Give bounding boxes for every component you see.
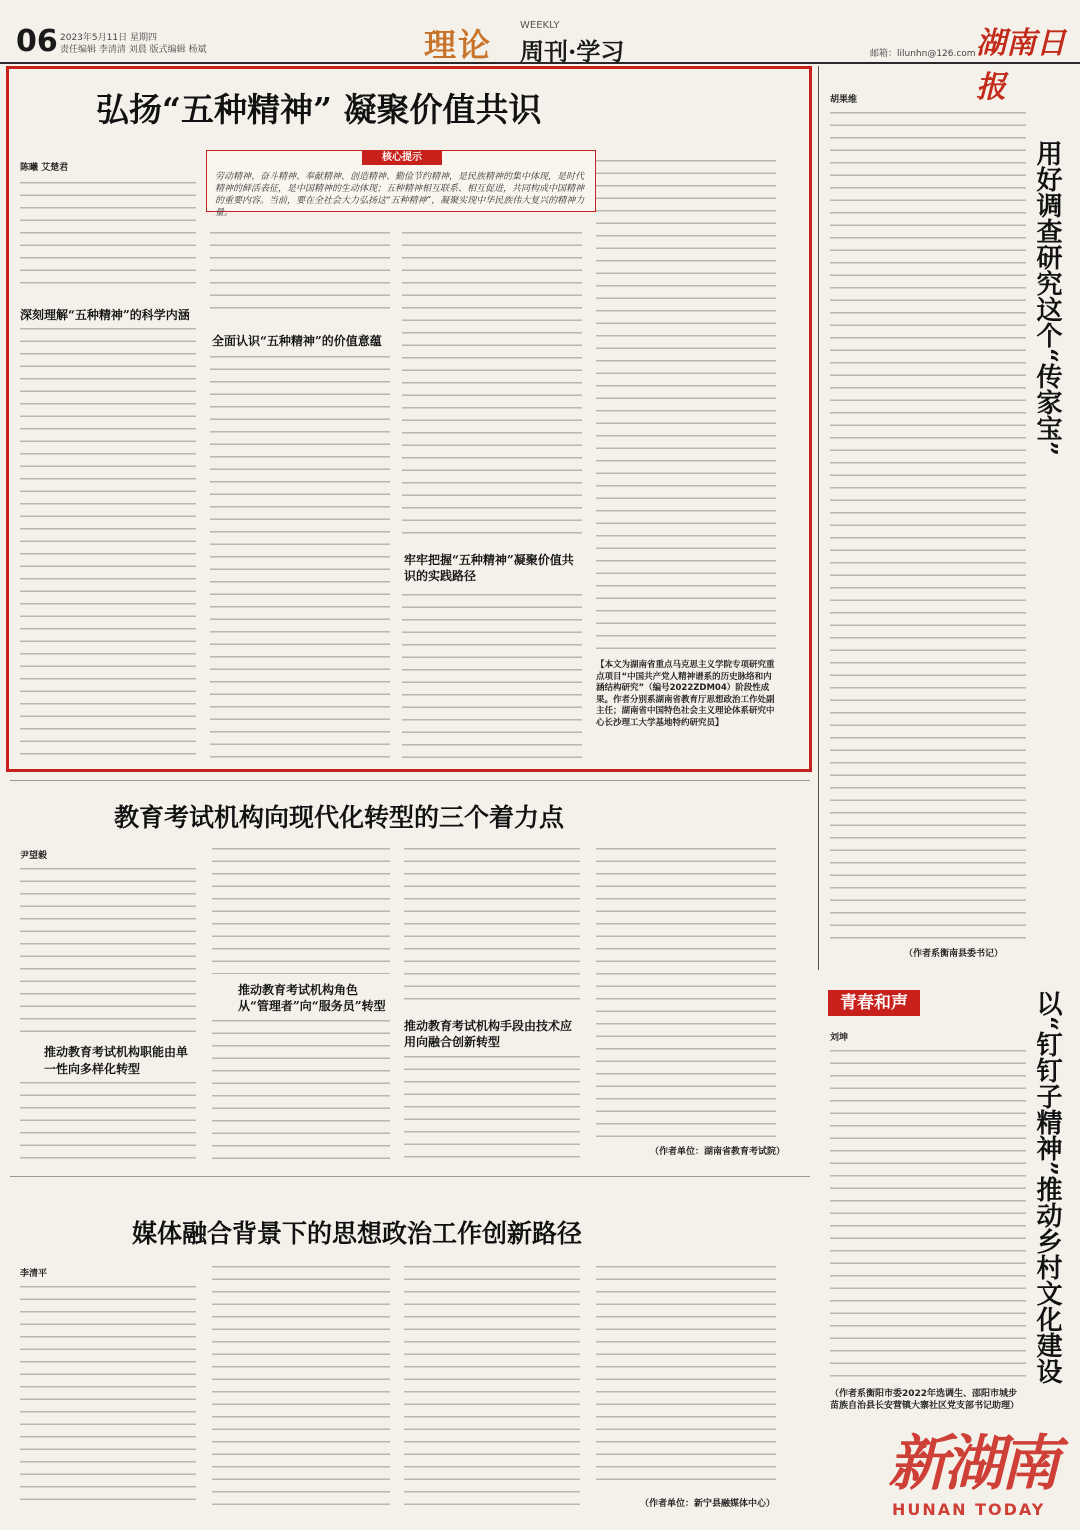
feature-headline: 弘扬“五种精神” 凝聚价值共识 (96, 90, 542, 129)
feature-body-col1a (20, 182, 196, 294)
feature-body-col1b (20, 328, 196, 760)
core-summary-text: 劳动精神、奋斗精神、奉献精神、创造精神、勤俭节约精神，是民族精神的集中体现，是时代精神的鲜活表征，是中国精神的生动体现；五种精神相互联系、相互促进，共同构成中国精神的重要内容。当前，要在全社会大力弘扬这“五种精神”，凝聚实现中华民族伟大复兴的精神力量。 (215, 172, 585, 218)
feature-body-col3b (402, 594, 582, 760)
funding-note: 【本文为湖南省重点马克思主义学院专项研究重点项目“中国共产党人精神谱系的历史脉络和内涵结构研究”（编号2022ZDM04）阶段性成果。作者分别系湖南省教育厅思想政治工作处副主任；湖南省中国特色社会主义理论体系研究中心长沙理工大学基地特约研究员】 (596, 660, 775, 728)
qingchun-body (830, 1050, 1026, 1382)
article2-body-col1b (20, 1082, 196, 1162)
feature-subhead-1: 深刻理解“五种精神”的科学内涵 (20, 308, 190, 322)
article3-body-col2 (212, 1266, 390, 1508)
article2-body-col3b (404, 1056, 580, 1162)
qingchun-author-note: （作者系衡阳市委2022年选调生、邵阳市城步苗族自治县长安营镇大寨社区党支部书记助理） (830, 1389, 1020, 1411)
article2-subhead-1: 推动教育考试机构职能由单一性向多样化转型 (44, 1045, 189, 1076)
feature-body-col3a (402, 232, 582, 540)
contact-email[interactable]: 邮箱：lilunhn@126.com (870, 49, 976, 59)
feature-byline: 陈曦 艾楚君 (20, 163, 69, 173)
feature-body-col4 (596, 160, 776, 654)
article3-byline: 李清平 (20, 1269, 48, 1279)
editor-credits: 责任编辑 李清清 刘晨 版式编辑 杨斌 (60, 45, 207, 55)
article2-headline: 教育考试机构向现代化转型的三个着力点 (114, 803, 565, 832)
article3-body-col4 (596, 1266, 776, 1488)
feature-subhead-3: 牢牢把握“五种精神”凝聚价值共识的实践路径 (404, 553, 574, 583)
section-title: 理论 (424, 26, 493, 64)
feature-body-col2b (210, 356, 390, 760)
issue-date: 2023年5月11日 星期四 (60, 33, 157, 43)
sidebar-byline: 胡果维 (830, 95, 858, 105)
section-weekly: WEEKLY (520, 20, 560, 31)
core-summary-box (206, 150, 596, 218)
sidebar-body (830, 112, 1026, 944)
sidebar-vertical-title: 用好调查研究这个“传家宝” (1032, 140, 1062, 456)
sidebar-author-note: （作者系衡南县委书记） (904, 949, 1004, 959)
article2-author-note: （作者单位：湖南省教育考试院） (650, 1147, 786, 1157)
newspaper-logo: 湖南日报 (976, 26, 1066, 105)
article3-author-note: （作者单位：新宁县融媒体中心） (640, 1499, 776, 1509)
article2-body-col1a (20, 868, 196, 1034)
article2-body-col2b (212, 1020, 390, 1162)
article2-subhead-2: 推动教育考试机构角色从“管理者”向“服务员”转型 (238, 983, 386, 1013)
article2-byline: 尹望毅 (20, 851, 48, 861)
core-summary-label: 核心提示 (362, 150, 442, 165)
column-label-qingchun: 青春和声 (828, 990, 920, 1016)
sidebar-rule (818, 66, 819, 970)
article3-body-col3 (404, 1266, 580, 1508)
divider (10, 1176, 810, 1177)
watermark-subtext: HUNAN TODAY (892, 1500, 1046, 1519)
article3-body-col1 (20, 1286, 196, 1508)
qingchun-byline: 刘坤 (830, 1033, 849, 1043)
divider (10, 780, 810, 781)
dateline (60, 32, 206, 56)
feature-subhead-2: 全面认识“五种精神”的价值意蕴 (212, 334, 382, 348)
article2-body-col3a (404, 848, 580, 1004)
page-number: 06 (16, 24, 58, 59)
article2-body-col2a (212, 848, 390, 974)
article3-headline: 媒体融合背景下的思想政治工作创新路径 (132, 1219, 583, 1248)
section-subtitle: 周刊·学习 (520, 37, 625, 66)
feature-body-col2a (210, 232, 390, 318)
watermark-logo: 新湖南 (888, 1429, 1056, 1499)
article2-body-col4 (596, 848, 776, 1140)
qingchun-vertical-title: 以“钉钉子精神”推动乡村文化建设 (1032, 990, 1062, 1384)
article2-subhead-3: 推动教育考试机构手段由技术应用向融合创新转型 (404, 1019, 573, 1049)
